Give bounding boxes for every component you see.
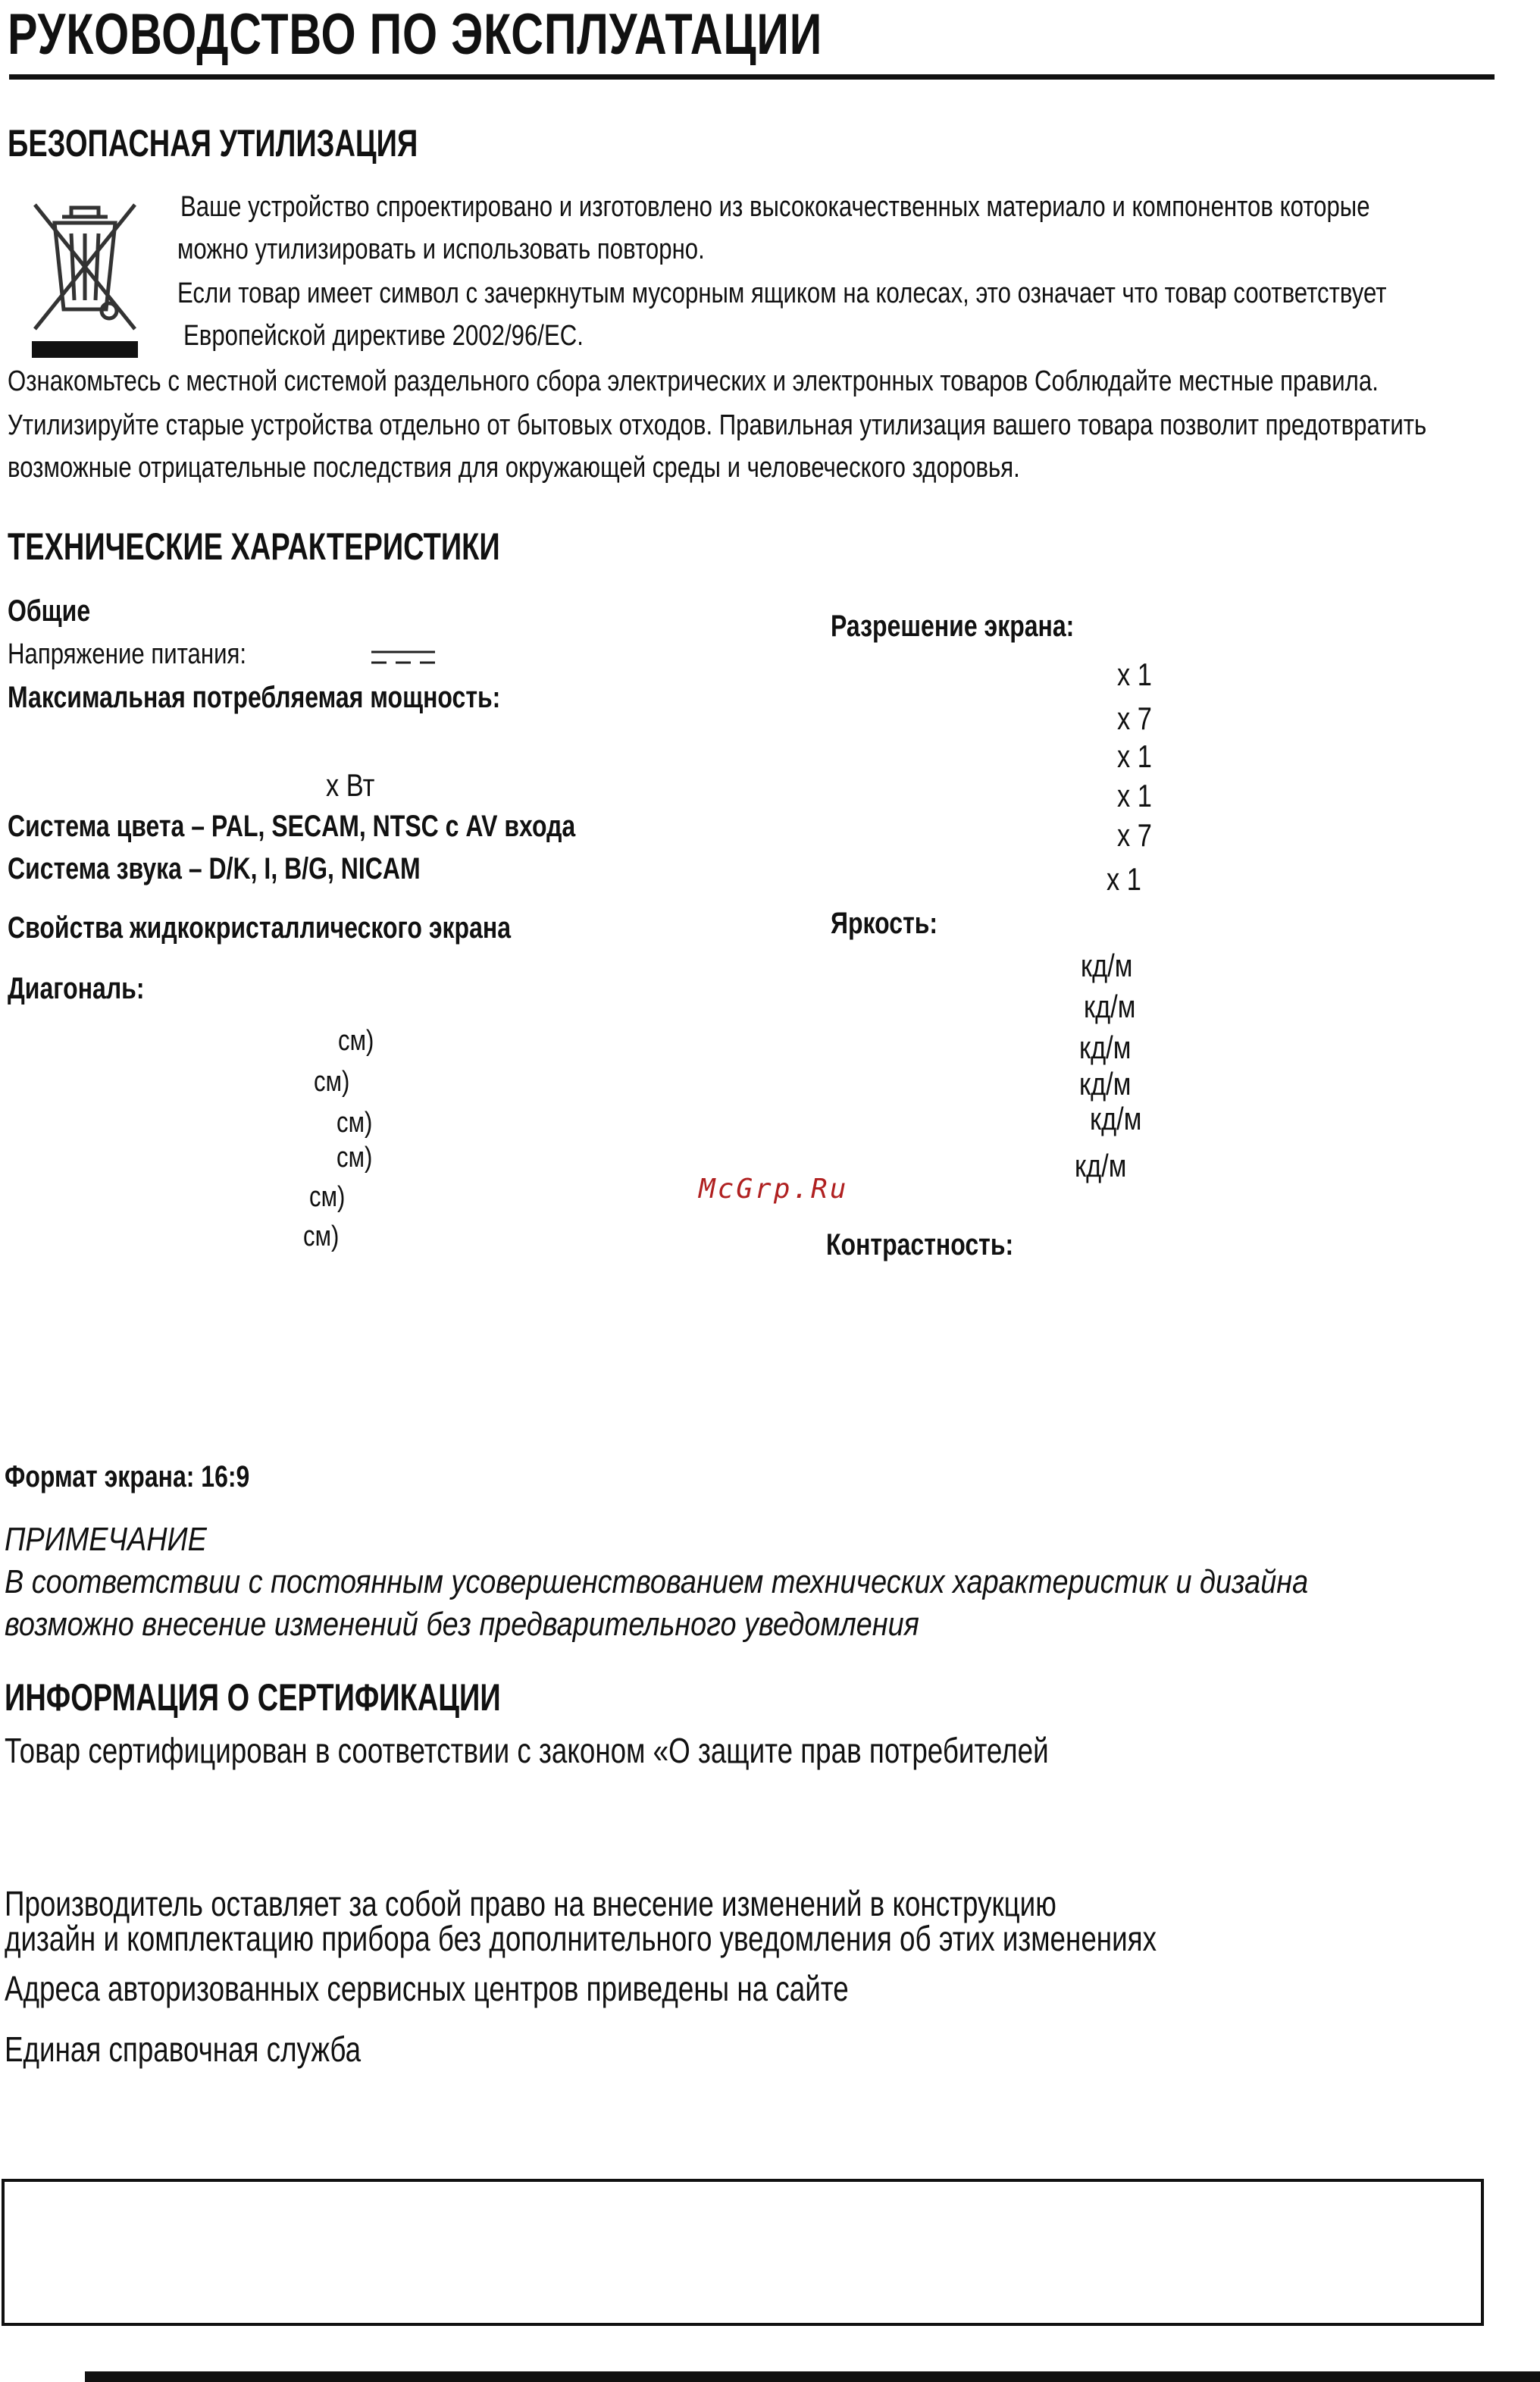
brightness-value: кд/м	[1075, 1148, 1127, 1183]
disposal-text-3: Если товар имеет символ с зачеркнутым мусорным ящиком на колесах, это означает что товар соответствует	[177, 277, 1387, 309]
disposal-text-4: Европейской директиве 2002/96/EC.	[183, 320, 584, 352]
specs-heading: ТЕХНИЧЕСКИЕ ХАРАКТЕРИСТИКИ	[8, 525, 500, 568]
resolution-value: x 1	[1106, 861, 1141, 897]
note-text-1: В соответствии с постоянным усовершенствованием технических характеристик и дизайна	[5, 1563, 1309, 1600]
note-text-2: возможно внесение изменений без предварительного уведомления	[5, 1606, 919, 1643]
watermark: McGrp.Ru	[699, 1174, 849, 1205]
lcd-properties-label: Свойства жидкокристаллического экрана	[8, 911, 512, 945]
brightness-label: Яркость:	[831, 907, 938, 940]
diagonal-label: Диагональ:	[8, 972, 145, 1005]
disposal-heading: БЕЗОПАСНАЯ УТИЛИЗАЦИЯ	[8, 122, 418, 165]
general-label: Общие	[8, 594, 91, 628]
footer-box	[2, 2179, 1484, 2326]
resolution-value: x 1	[1117, 778, 1152, 813]
bottom-rule	[85, 2371, 1540, 2382]
certification-text-2: Производитель оставляет за собой право на внесение изменений в конструкцию	[5, 1884, 1056, 1923]
certification-heading: ИНФОРМАЦИЯ О СЕРТИФИКАЦИИ	[5, 1676, 501, 1719]
max-power-label: Максимальная потребляемая мощность:	[8, 681, 501, 714]
resolution-label: Разрешение экрана:	[831, 610, 1075, 643]
note-label: ПРИМЕЧАНИЕ	[5, 1521, 207, 1558]
resolution-value: x 7	[1117, 817, 1152, 853]
disposal-text-5: Ознакомьтесь с местной системой раздельного сбора электрических и электронных товаров Соблюдайте местные правила.	[8, 365, 1379, 397]
resolution-value: x 1	[1117, 657, 1152, 692]
power-value: x Вт	[326, 767, 375, 803]
helpline-text: Единая справочная служба	[5, 2029, 362, 2069]
brightness-value: кд/м	[1079, 1030, 1132, 1065]
disposal-text-6: Утилизируйте старые устройства отдельно от бытовых отходов. Правильная утилизация вашего товара позволит предотвратить	[8, 409, 1427, 441]
color-system: Система цвета – PAL, SECAM, NTSC с AV входа	[8, 810, 576, 843]
certification-text-3: дизайн и комплектацию прибора без дополнительного уведомления об этих изменениях	[5, 1919, 1157, 1958]
aspect-ratio: Формат экрана: 16:9	[5, 1460, 250, 1493]
disposal-text-2: можно утилизировать и использовать повторно.	[177, 233, 705, 265]
page-title: РУКОВОДСТВО ПО ЭКСПЛУАТАЦИИ	[8, 2, 823, 67]
diagonal-value: см)	[309, 1181, 346, 1213]
diagonal-value: см)	[314, 1066, 350, 1098]
sound-system: Система звука – D/K, I, B/G, NICAM	[8, 852, 421, 885]
disposal-text-1: Ваше устройство спроектировано и изготовлено из высококачественных материало и компонентов которые	[180, 191, 1370, 223]
service-centers-text: Адреса авторизованных сервисных центров приведены на сайте	[5, 1969, 849, 2008]
contrast-label: Контрастность:	[826, 1228, 1014, 1262]
brightness-value: кд/м	[1079, 1066, 1132, 1102]
crossed-out-wheelie-bin-icon	[24, 196, 146, 362]
brightness-value: кд/м	[1081, 948, 1133, 983]
certification-text-1: Товар сертифицирован в соответствии с законом «О защите прав потребителей	[5, 1731, 1049, 1770]
disposal-text-7: возможные отрицательные последствия для окружающей среды и человеческого здоровья.	[8, 452, 1020, 484]
diagonal-value: см)	[303, 1221, 340, 1252]
title-underline	[9, 74, 1495, 80]
diagonal-value: см)	[336, 1107, 373, 1139]
direct-current-symbol-icon	[371, 647, 435, 666]
resolution-value: x 7	[1117, 700, 1152, 736]
brightness-value: кд/м	[1090, 1101, 1142, 1136]
diagonal-value: см)	[338, 1025, 374, 1057]
brightness-value: кд/м	[1084, 989, 1136, 1024]
diagonal-value: см)	[336, 1142, 373, 1174]
resolution-value: x 1	[1117, 738, 1152, 774]
power-supply-label: Напряжение питания:	[8, 638, 247, 670]
